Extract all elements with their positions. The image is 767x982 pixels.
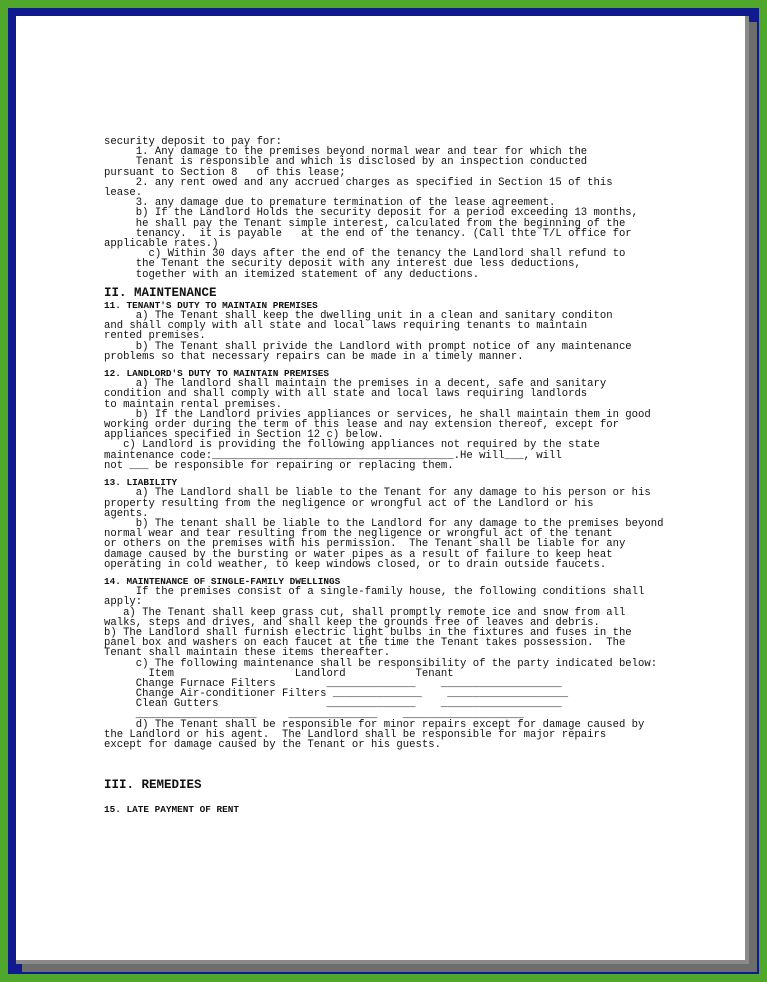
text-line: not ___ be responsible for repairing or replacing them. [104,459,454,472]
text-line: or others on the premises with his permission. The Tenant shall be liable for any [104,538,626,551]
text-line: d) The Tenant shall be responsible for minor repairs except for damage caused by [104,718,645,731]
text-line: 2. any rent owed and any accrued charges as specified in Section 15 of this [104,176,613,189]
text-line: Clean Gutters ______________ ___________________ [104,698,562,711]
text-line: pursuant to Section 8 of this lease; [104,166,346,179]
section-15-title: 15. LATE PAYMENT OF RENT [104,804,240,816]
text-line: together with an itemized statement of any deductions. [104,268,480,281]
text-line: he shall pay the Tenant simple interest, calculated from the beginning of the [104,217,626,230]
text-line: c) Landlord is providing the following appliances not required by the state [104,439,600,452]
text-line: security deposit to pay for: [104,136,283,148]
text-line: b) The tenant shall be liable to the Landlord for any damage to the premises beyond [104,517,664,530]
text-line: applicable rates.) [104,238,219,251]
text-line: walks, steps and drives, and shall keep the grounds free of leaves and debris. [104,616,600,629]
section-12-title: 12. LANDLORD'S DUTY TO MAINTAIN PREMISES [104,368,330,380]
text-line: c) The following maintenance shall be responsibility of the party indicated below: [104,657,658,670]
section-14-body [104,587,724,750]
deposit-clauses [104,137,724,280]
text-line: normal wear and tear resulting from the negligence or wrongful act of the tenant [104,528,613,541]
text-line: Tenant is responsible and which is disclosed by an inspection conducted [104,156,588,169]
text-line: appliances specified in Section 12 c) below. [104,429,384,442]
text-line: damage caused by the bursting or water pipes as a result of failure to keep heat [104,548,613,561]
text-line: lease. [104,187,143,200]
text-line: the Landlord or his agent. The Landlord shall be responsible for major repairs [104,728,607,741]
text-line: rented premises. [104,330,206,343]
section-14-title: 14. MAINTENANCE OF SINGLE-FAMILY DWELLINGS [104,575,341,587]
text-line: b) The Landlord shall furnish electric light bulbs in the fixtures and fuses in the [104,626,632,639]
text-line: a) The Tenant shall keep the dwelling unit in a clean and sanitary conditon [104,310,613,323]
text-line: c) Within 30 days after the end of the tenancy the Landlord shall refund to [104,248,626,261]
document-body [104,137,724,816]
text-line: Tenant shall maintain these items thereafter. [104,647,391,660]
text-line: operating in cold weather, to keep windows closed, or to drain outside faucets. [104,558,607,571]
text-line: a) The landlord shall maintain the premises in a decent, safe and sanitary [104,378,607,391]
text-line: a) The Tenant shall keep grass cut, shall promptly remote ice and snow from all [104,606,626,619]
text-line: and shall comply with all state and local laws requiring tenants to maintain [104,320,588,333]
section-11-title: 11. TENANT'S DUTY TO MAINTAIN PREMISES [104,299,318,311]
text-line: except for damage caused by the Tenant or his guests. [104,739,441,752]
text-line: 3. any damage due to premature termination of the lease agreement. [104,197,556,210]
text-line: b) If the Landlord privies appliances or services, he shall maintain them in good [104,408,651,421]
section-heading-maintenance: II. MAINTENANCE [104,285,217,300]
text-line: condition and shall comply with all state and local laws requiring landlords [104,388,588,401]
text-line: working order during the term of this lease and nay extension thereof, except for [104,419,619,432]
text-line: 1. Any damage to the premises beyond normal wear and tear for which the [104,146,588,159]
text-line: property resulting from the negligence or wrongful act of the Landlord or his [104,497,594,510]
text-line: to maintain rental premises. [104,398,283,411]
text-line: the Tenant the security deposit with any interest due less deductions, [104,258,581,271]
section-heading-remedies: III. REMEDIES [104,778,202,793]
text-line: tenancy. it is payable at the end of the tenancy. (Call thte T/L office for [104,227,632,240]
text-line: panel box and washers on each faucet at the time the Tenant takes possession. The [104,637,626,650]
text-line: b) The Tenant shall privide the Landlord with prompt notice of any maintenance [104,340,632,353]
section-13-title: 13. LIABILITY [104,477,178,489]
text-line: Change Air-conditioner Filters ______________ ___________________ [104,688,569,701]
text-line: Item Landlord Tenant [104,667,454,680]
text-line: b) If the Landlord Holds the security deposit for a period exceeding 13 months, [104,207,639,220]
text-line: Change Furnace Filters ______________ ___________________ [104,677,562,690]
section-13-body [104,488,724,570]
text-line: problems so that necessary repairs can be made in a timely manner. [104,350,524,363]
text-line: If the premises consist of a single-family house, the following conditions shall [104,586,645,599]
text-line: a) The Landlord shall be liable to the Tenant for any damage to his person or his [104,487,651,500]
spacer [104,750,724,772]
text-line: ___________________ ______________ ___________________ [104,708,524,721]
section-11-body [104,311,724,362]
text-line: maintenance code:______________________________________.He will___, will [104,449,562,462]
section-12-body [104,379,724,471]
text-line: agents. [104,507,149,520]
text-line: apply: [104,596,143,609]
